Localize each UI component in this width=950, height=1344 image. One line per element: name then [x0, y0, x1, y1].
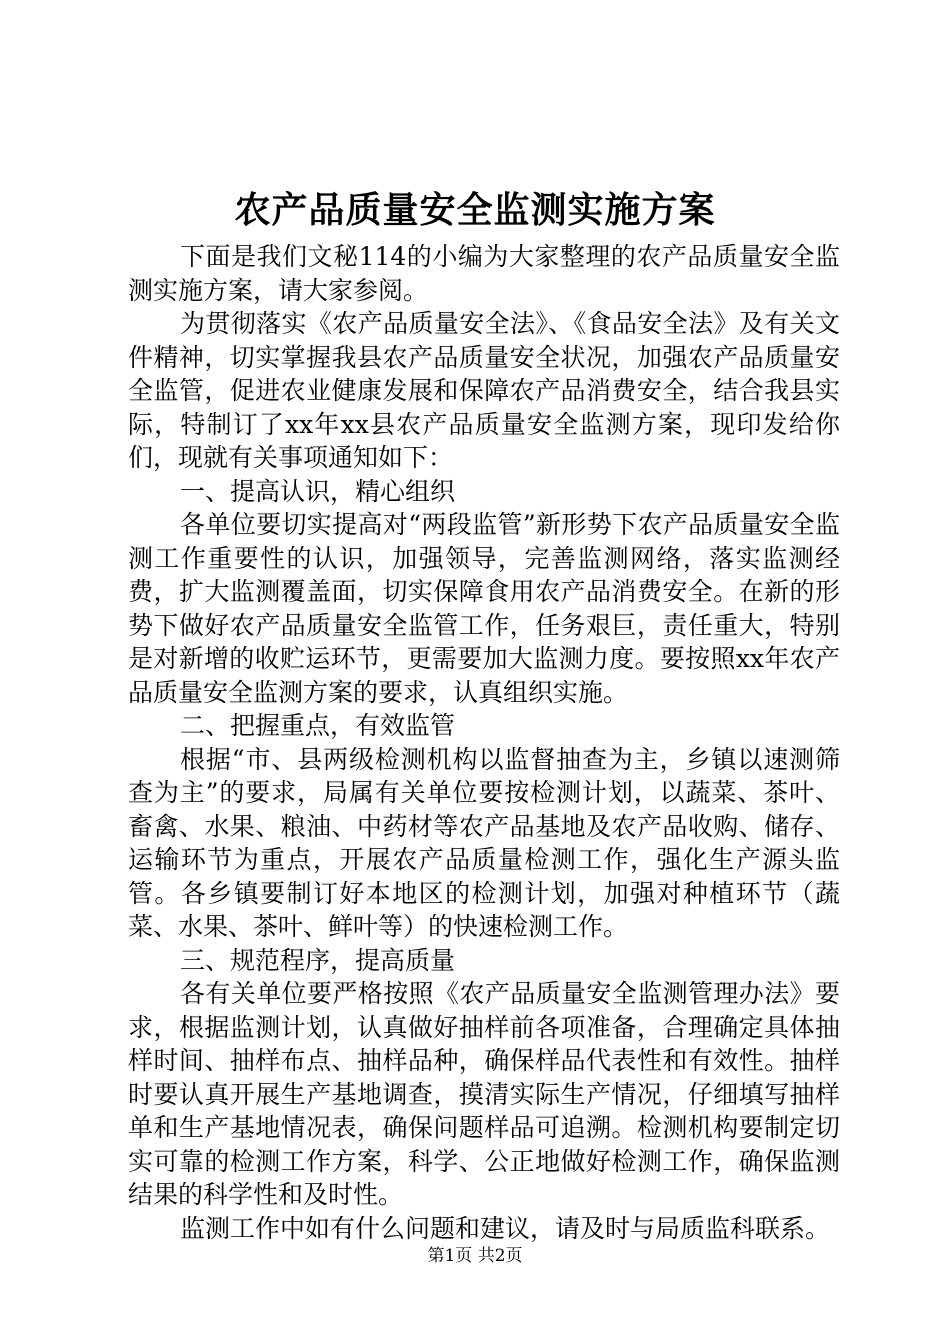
- section-heading-1: 一、提高认识，精心组织: [180, 476, 456, 506]
- section-heading-2: 二、把握重点，有效监管: [180, 711, 456, 740]
- document-body: [128, 240, 840, 1245]
- paragraph-section-1: 各单位要切实提高对“两段监管”新形势下农产品质量安全监测工作重要性的认识，加强领导，完善监测网络，落实监测经费，扩大监测覆盖面，切实保障食用农产品消费安全。在新的形势下做好农产品质量安全监管工作，任务艰巨，责任重大，特别是对新增的收贮运环节，更需要加大监测力度。要按照xx年农产品质量安全监测方案的要求，认真组织实施。: [128, 510, 840, 707]
- paragraph-purpose: 为贯彻落实《农产品质量安全法》、《食品安全法》及有关文件精神，切实掌握我县农产品质量安全状况，加强农产品质量安全监管，促进农业健康发展和保障农产品消费安全，结合我县实际，特制订了xx年xx县农产品质量安全监测方案，现印发给你们，现就有关事项通知如下：: [128, 309, 840, 472]
- paragraph-intro: 下面是我们文秘114的小编为大家整理的农产品质量安全监测实施方案，请大家参阅。: [128, 242, 840, 305]
- page-footer: 第1页 共2页: [427, 1246, 523, 1266]
- paragraph-closing: 监测工作中如有什么问题和建议，请及时与局质监科联系。: [180, 1213, 831, 1243]
- document-title: 农产品质量安全监测实施方案: [234, 189, 716, 231]
- paragraph-section-3: 各有关单位要严格按照《农产品质量安全监测管理办法》要求，根据监测计划，认真做好抽样前各项准备，合理确定具体抽样时间、抽样布点、抽样品种，确保样品代表性和有效性。抽样时要认真开展生产基地调查，摸清实际生产情况，仔细填写抽样单和生产基地情况表，确保问题样品可追溯。检测机构要制定切实可靠的检测工作方案，科学、公正地做好检测工作，确保监测结果的科学性和及时性。: [128, 979, 840, 1209]
- paragraph-section-2: 根据“市、县两级检测机构以监督抽查为主，乡镇以速测筛查为主”的要求，局属有关单位要按检测计划，以蔬菜、茶叶、畜禽、水果、粮油、中药材等农产品基地及农产品收购、储存、运输环节为重点，开展农产品质量检测工作，强化生产源头监管。各乡镇要制订好本地区的检测计划，加强对种植环节（蔬菜、水果、茶叶、鲜叶等）的快速检测工作。: [128, 744, 840, 941]
- section-heading-3: 三、规范程序，提高质量: [180, 945, 456, 975]
